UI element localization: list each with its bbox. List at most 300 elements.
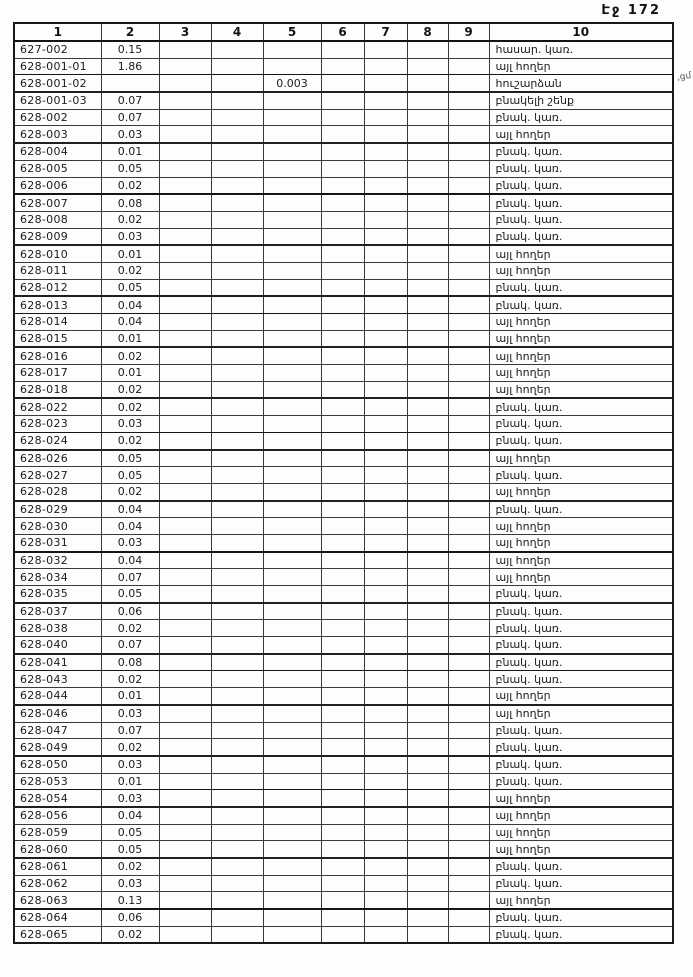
- cell-col4: [211, 416, 263, 433]
- cell-col4: [211, 637, 263, 654]
- cell-col3: [159, 92, 211, 109]
- column-header-3: 3: [159, 23, 211, 41]
- cell-col3: [159, 824, 211, 841]
- cell-col1: 628-001-03: [14, 92, 101, 109]
- cell-col7: [364, 432, 407, 449]
- table-row: [14, 262, 673, 279]
- cell-col2: 0.04: [101, 518, 159, 535]
- table-row: [14, 314, 673, 331]
- cell-col4: [211, 483, 263, 500]
- cell-col3: [159, 483, 211, 500]
- cell-col4: [211, 773, 263, 790]
- table-row: [14, 228, 673, 245]
- table-row: [14, 450, 673, 467]
- cell-col5: [263, 194, 321, 211]
- cell-col4: [211, 688, 263, 705]
- cell-col4: [211, 126, 263, 143]
- table-row: [14, 790, 673, 807]
- cell-col10: այլ հողեր: [489, 330, 673, 347]
- cell-col5: [263, 637, 321, 654]
- cell-col7: [364, 671, 407, 688]
- table-row: [14, 858, 673, 875]
- cell-col8: [407, 756, 448, 773]
- table-row: [14, 603, 673, 620]
- cell-col6: [321, 858, 364, 875]
- cell-col6: [321, 347, 364, 364]
- cell-col6: [321, 330, 364, 347]
- cell-col9: [448, 126, 489, 143]
- cell-col8: [407, 143, 448, 160]
- cell-col1: 628-061: [14, 858, 101, 875]
- table-row: [14, 688, 673, 705]
- cell-col10: բնակ. կառ.: [489, 909, 673, 926]
- cell-col5: [263, 807, 321, 824]
- cell-col1: 628-013: [14, 296, 101, 313]
- cell-col10: այլ հողեր: [489, 688, 673, 705]
- cell-col2: 0.02: [101, 211, 159, 228]
- cell-col6: [321, 450, 364, 467]
- cell-col7: [364, 347, 407, 364]
- cell-col9: [448, 722, 489, 739]
- cell-col6: [321, 790, 364, 807]
- cell-col9: [448, 416, 489, 433]
- cell-col2: 0.05: [101, 279, 159, 296]
- cell-col10: այլ հողեր: [489, 245, 673, 262]
- cell-col4: [211, 58, 263, 75]
- cell-col5: [263, 586, 321, 603]
- cell-col2: 0.07: [101, 92, 159, 109]
- table-row: [14, 637, 673, 654]
- cell-col1: 628-060: [14, 841, 101, 858]
- cell-col7: [364, 483, 407, 500]
- column-header-5: 5: [263, 23, 321, 41]
- cell-col8: [407, 58, 448, 75]
- cell-col8: [407, 160, 448, 177]
- cell-col8: [407, 671, 448, 688]
- cell-col2: 0.01: [101, 245, 159, 262]
- cell-col2: 0.01: [101, 688, 159, 705]
- cell-col6: [321, 92, 364, 109]
- cell-col1: 628-030: [14, 518, 101, 535]
- table-row: [14, 211, 673, 228]
- cell-col5: [263, 450, 321, 467]
- cell-col2: 0.02: [101, 671, 159, 688]
- cell-col5: [263, 858, 321, 875]
- cell-col9: [448, 671, 489, 688]
- cell-col2: 0.02: [101, 347, 159, 364]
- table-row: [14, 773, 673, 790]
- cell-col4: [211, 534, 263, 551]
- cell-col5: [263, 620, 321, 637]
- cell-col8: [407, 211, 448, 228]
- cell-col1: 628-011: [14, 262, 101, 279]
- cell-col9: [448, 109, 489, 126]
- cell-col7: [364, 330, 407, 347]
- cell-col5: [263, 109, 321, 126]
- cell-col1: 627-002: [14, 41, 101, 58]
- cell-col6: [321, 143, 364, 160]
- cell-col8: [407, 654, 448, 671]
- cell-col2: 0.04: [101, 296, 159, 313]
- cell-col1: 628-014: [14, 314, 101, 331]
- cell-col7: [364, 41, 407, 58]
- cell-col3: [159, 841, 211, 858]
- cell-col8: [407, 603, 448, 620]
- cell-col9: [448, 330, 489, 347]
- cell-col7: [364, 501, 407, 518]
- cell-col10: բնակ. կառ.: [489, 279, 673, 296]
- cell-col3: [159, 705, 211, 722]
- cell-col10: բնակ. կառ.: [489, 858, 673, 875]
- cell-col9: [448, 756, 489, 773]
- cell-col9: [448, 501, 489, 518]
- table-row: [14, 432, 673, 449]
- cell-col1: 628-008: [14, 211, 101, 228]
- cell-col9: [448, 654, 489, 671]
- cell-col2: 0.03: [101, 705, 159, 722]
- cell-col6: [321, 671, 364, 688]
- cell-col9: [448, 365, 489, 382]
- cell-col5: [263, 824, 321, 841]
- table-row: [14, 75, 673, 92]
- table-row: [14, 467, 673, 484]
- cell-col1: 628-037: [14, 603, 101, 620]
- cell-col8: [407, 467, 448, 484]
- cell-col7: [364, 365, 407, 382]
- cell-col6: [321, 58, 364, 75]
- cell-col9: [448, 381, 489, 398]
- cell-col4: [211, 518, 263, 535]
- cell-col8: [407, 228, 448, 245]
- cell-col2: 0.04: [101, 501, 159, 518]
- table-row: [14, 41, 673, 58]
- cell-col9: [448, 534, 489, 551]
- cell-col4: [211, 194, 263, 211]
- cell-col8: [407, 75, 448, 92]
- cell-col10: բնակ. կառ.: [489, 739, 673, 756]
- table-row: [14, 586, 673, 603]
- cell-col4: [211, 381, 263, 398]
- cell-col8: [407, 552, 448, 569]
- table-row: [14, 365, 673, 382]
- cell-col8: [407, 705, 448, 722]
- cell-col7: [364, 314, 407, 331]
- table-row: [14, 483, 673, 500]
- cell-col8: [407, 790, 448, 807]
- cell-col2: 0.02: [101, 926, 159, 943]
- cell-col10: բնակ. կառ.: [489, 109, 673, 126]
- cell-col1: 628-049: [14, 739, 101, 756]
- cell-col7: [364, 518, 407, 535]
- cell-col9: [448, 467, 489, 484]
- cell-col3: [159, 262, 211, 279]
- cell-col6: [321, 416, 364, 433]
- table-row: [14, 807, 673, 824]
- cell-col10: բնակ. կառ.: [489, 177, 673, 194]
- table-body: [14, 41, 673, 943]
- table-row: [14, 381, 673, 398]
- cell-col6: [321, 518, 364, 535]
- cell-col3: [159, 467, 211, 484]
- cell-col5: [263, 245, 321, 262]
- cell-col8: [407, 279, 448, 296]
- cell-col4: [211, 722, 263, 739]
- cell-col2: 0.01: [101, 143, 159, 160]
- cell-col8: [407, 807, 448, 824]
- cell-col10: այլ հողեր: [489, 381, 673, 398]
- cell-col2: 0.02: [101, 858, 159, 875]
- cell-col8: [407, 501, 448, 518]
- cell-col3: [159, 416, 211, 433]
- cell-col2: 0.02: [101, 483, 159, 500]
- cell-col7: [364, 177, 407, 194]
- cell-col9: [448, 41, 489, 58]
- cell-col4: [211, 92, 263, 109]
- cell-col6: [321, 756, 364, 773]
- cell-col3: [159, 569, 211, 586]
- cell-col9: [448, 688, 489, 705]
- cell-col5: [263, 909, 321, 926]
- cell-col4: [211, 228, 263, 245]
- table-row: [14, 296, 673, 313]
- cell-col3: [159, 381, 211, 398]
- cell-col8: [407, 483, 448, 500]
- cell-col10: բնակ. կառ.: [489, 228, 673, 245]
- cell-col7: [364, 858, 407, 875]
- cell-col6: [321, 926, 364, 943]
- table-row: [14, 126, 673, 143]
- cell-col2: 0.02: [101, 398, 159, 415]
- cell-col7: [364, 552, 407, 569]
- cell-col10: բնակ. կառ.: [489, 211, 673, 228]
- cell-col3: [159, 126, 211, 143]
- cell-col6: [321, 534, 364, 551]
- cell-col10: այլ հողեր: [489, 365, 673, 382]
- table-row: [14, 756, 673, 773]
- cell-col7: [364, 790, 407, 807]
- cell-col4: [211, 262, 263, 279]
- cell-col6: [321, 211, 364, 228]
- cell-col1: 628-047: [14, 722, 101, 739]
- cell-col8: [407, 450, 448, 467]
- cell-col6: [321, 381, 364, 398]
- cell-col9: [448, 518, 489, 535]
- cell-col10: բնակ. կառ.: [489, 143, 673, 160]
- cell-col10: բնակ. կառ.: [489, 926, 673, 943]
- table-row: [14, 143, 673, 160]
- column-header-2: 2: [101, 23, 159, 41]
- page-number-label: Էջ 172: [601, 3, 661, 18]
- cell-col2: 0.05: [101, 586, 159, 603]
- table-row: [14, 705, 673, 722]
- cell-col7: [364, 705, 407, 722]
- cell-col9: [448, 569, 489, 586]
- cell-col3: [159, 432, 211, 449]
- cell-col10: այլ հողեր: [489, 347, 673, 364]
- table-row: [14, 620, 673, 637]
- cell-col4: [211, 620, 263, 637]
- cell-col5: [263, 552, 321, 569]
- cell-col1: 628-064: [14, 909, 101, 926]
- cell-col4: [211, 569, 263, 586]
- cell-col9: [448, 483, 489, 500]
- cell-col10: այլ հողեր: [489, 450, 673, 467]
- cell-col5: [263, 483, 321, 500]
- cell-col7: [364, 211, 407, 228]
- cell-col6: [321, 262, 364, 279]
- table-row: [14, 416, 673, 433]
- cell-col4: [211, 432, 263, 449]
- handwritten-edge-mark: ,ցմ: [676, 71, 692, 83]
- cell-col5: [263, 330, 321, 347]
- cell-col7: [364, 467, 407, 484]
- cell-col6: [321, 109, 364, 126]
- cell-col4: [211, 858, 263, 875]
- table-row: [14, 926, 673, 943]
- cell-col8: [407, 637, 448, 654]
- cell-col9: [448, 432, 489, 449]
- cell-col9: [448, 620, 489, 637]
- cell-col7: [364, 398, 407, 415]
- cell-col2: 0.05: [101, 467, 159, 484]
- cell-col3: [159, 688, 211, 705]
- cell-col10: բնակ. կառ.: [489, 160, 673, 177]
- cell-col6: [321, 909, 364, 926]
- cell-col2: 0.01: [101, 330, 159, 347]
- cell-col3: [159, 807, 211, 824]
- cell-col3: [159, 160, 211, 177]
- cell-col9: [448, 262, 489, 279]
- cell-col10: հուշարձան: [489, 75, 673, 92]
- cell-col6: [321, 841, 364, 858]
- cell-col5: [263, 892, 321, 909]
- cell-col8: [407, 177, 448, 194]
- cell-col6: [321, 722, 364, 739]
- cell-col10: բնակելի շենք: [489, 92, 673, 109]
- cell-col5: [263, 534, 321, 551]
- cell-col6: [321, 705, 364, 722]
- cell-col6: [321, 228, 364, 245]
- cell-col1: 628-027: [14, 467, 101, 484]
- cell-col5: [263, 279, 321, 296]
- cell-col1: 628-001-02: [14, 75, 101, 92]
- cell-col5: [263, 432, 321, 449]
- cell-col4: [211, 365, 263, 382]
- cell-col10: այլ հողեր: [489, 314, 673, 331]
- cell-col10: բնակ. կառ.: [489, 756, 673, 773]
- cell-col10: այլ հողեր: [489, 483, 673, 500]
- column-header-9: 9: [448, 23, 489, 41]
- cell-col5: 0.003: [263, 75, 321, 92]
- cell-col7: [364, 620, 407, 637]
- cell-col7: [364, 688, 407, 705]
- table-row: [14, 58, 673, 75]
- cell-col4: [211, 501, 263, 518]
- cell-col7: [364, 654, 407, 671]
- cell-col5: [263, 143, 321, 160]
- cell-col2: 0.03: [101, 790, 159, 807]
- cell-col9: [448, 824, 489, 841]
- cell-col10: բնակ. կառ.: [489, 398, 673, 415]
- cell-col6: [321, 739, 364, 756]
- table-row: [14, 330, 673, 347]
- cell-col4: [211, 109, 263, 126]
- cell-col3: [159, 620, 211, 637]
- cell-col1: 628-015: [14, 330, 101, 347]
- table-row: [14, 279, 673, 296]
- cell-col7: [364, 92, 407, 109]
- cell-col2: 0.07: [101, 569, 159, 586]
- cell-col1: 628-002: [14, 109, 101, 126]
- cell-col2: 0.02: [101, 177, 159, 194]
- table-row: [14, 841, 673, 858]
- cell-col5: [263, 365, 321, 382]
- cell-col1: 628-050: [14, 756, 101, 773]
- table-row: [14, 398, 673, 415]
- cell-col3: [159, 892, 211, 909]
- table-row: [14, 177, 673, 194]
- cell-col8: [407, 534, 448, 551]
- cell-col6: [321, 824, 364, 841]
- cell-col8: [407, 722, 448, 739]
- cell-col8: [407, 245, 448, 262]
- cell-col3: [159, 603, 211, 620]
- cell-col5: [263, 262, 321, 279]
- cell-col6: [321, 177, 364, 194]
- cell-col3: [159, 398, 211, 415]
- cell-col9: [448, 552, 489, 569]
- cell-col5: [263, 705, 321, 722]
- cell-col1: 628-003: [14, 126, 101, 143]
- cell-col5: [263, 347, 321, 364]
- cell-col7: [364, 534, 407, 551]
- cell-col6: [321, 279, 364, 296]
- cell-col5: [263, 467, 321, 484]
- cell-col9: [448, 705, 489, 722]
- cell-col3: [159, 501, 211, 518]
- cell-col9: [448, 892, 489, 909]
- cell-col5: [263, 739, 321, 756]
- cell-col2: 0.05: [101, 160, 159, 177]
- cell-col2: 0.04: [101, 807, 159, 824]
- cell-col6: [321, 160, 364, 177]
- cell-col6: [321, 467, 364, 484]
- cell-col8: [407, 194, 448, 211]
- cell-col10: բնակ. կառ.: [489, 654, 673, 671]
- cell-col9: [448, 773, 489, 790]
- cell-col6: [321, 637, 364, 654]
- cell-col9: [448, 875, 489, 892]
- cell-col3: [159, 450, 211, 467]
- land-parcel-table: [13, 22, 674, 944]
- table-row: [14, 739, 673, 756]
- cell-col9: [448, 739, 489, 756]
- cell-col6: [321, 41, 364, 58]
- cell-col7: [364, 109, 407, 126]
- cell-col9: [448, 211, 489, 228]
- cell-col2: 0.03: [101, 756, 159, 773]
- cell-col7: [364, 143, 407, 160]
- cell-col5: [263, 211, 321, 228]
- cell-col7: [364, 381, 407, 398]
- cell-col1: 628-024: [14, 432, 101, 449]
- table-row: [14, 892, 673, 909]
- cell-col9: [448, 160, 489, 177]
- cell-col1: 628-035: [14, 586, 101, 603]
- cell-col1: 628-010: [14, 245, 101, 262]
- cell-col4: [211, 909, 263, 926]
- cell-col4: [211, 398, 263, 415]
